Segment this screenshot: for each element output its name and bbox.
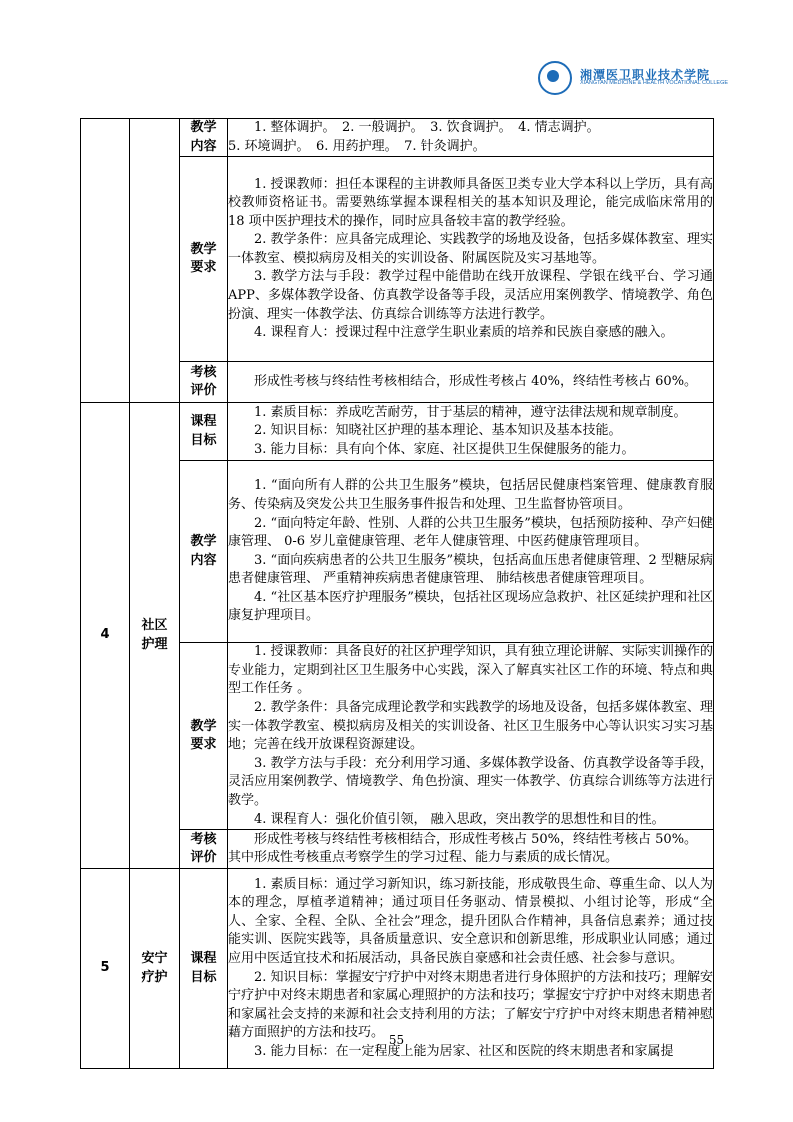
assessment-label: 考核 评价 xyxy=(180,362,228,403)
objective-label: 课程 目标 xyxy=(180,403,228,461)
table-row xyxy=(81,119,714,157)
course4-assessment: 形成性考核与终结性考核相结合，形成性考核占 50%，终结性考核占 50%。 其中形成性考核重点考察学生的学习过程、能力与素质的成长情况。 xyxy=(228,830,714,869)
content-label: 教学 内容 xyxy=(180,461,228,643)
course3-content: 1. 整体调护。 2. 一般调护。 3. 饮食调护。 4. 情志调护。 5. 环境调护。 6. 用药护理。 7. 针灸调护。 xyxy=(228,119,714,157)
course-number-cell: 4 xyxy=(81,403,130,869)
course-name-cell: 安宁 疗护 xyxy=(130,869,180,1069)
course3-requirement: 1. 授课教师：担任本课程的主讲教师具备医卫类专业大学本科以上学历，具有高校教师资格证书。需要熟练掌握本课程相关的基本知识及理论，能完成临床常用的 18 项中医护理技术的操作，同时应具备较丰富的教学经验。 2. 教学条件：应具备完成理论、实践教学的场地及设备，包括多媒体教室、理实一体教室、模拟病房及相关的实训设备、附属医院及实习基地等。 3. 教学方法与手段：教学过程中能借助在线开放课程、学银在线平台、学习通 APP、多媒体教学设备、仿真教学设备等手段，灵活应用案例教学、情境教学、角色扮演、理实一体教学法、仿真综合训练等方法进行教学。 4. 课程育人：授课过程中注意学生职业素质的培养和民族自豪感的融入。 xyxy=(228,157,714,362)
assessment-label: 考核 评价 xyxy=(180,830,228,869)
course3-assessment: 形成性考核与终结性考核相结合，形成性考核占 40%，终结性考核占 60%。 xyxy=(228,362,714,403)
course-number-cell: 5 xyxy=(81,869,130,1069)
content-label: 教学 内容 xyxy=(180,119,228,157)
page-number: 55 xyxy=(388,1033,405,1047)
course4-requirement: 1. 授课教师：具备良好的社区护理学知识，具有独立理论讲解、实际实训操作的专业能力，定期到社区卫生服务中心实践，深入了解真实社区工作的环境、特点和典型工作任务 。 2. 教学条件：具备完成理论教学和实践教学的场地及设备，包括多媒体教室、理实一体教学教室、模拟病房及相关的实训设备、社区卫生服务中心等认识实习实习基地；完善在线开放课程资源建设。 3. 教学方法与手段：充分利用学习通、多媒体教学设备、仿真教学设备等手段，灵活应用案例教学、情境教学、角色扮演、理实一体教学、仿真综合训练等方法进行教学。 4. 课程育人：强化价值引领， 融入思政，突出教学的思想性和目的性。 xyxy=(228,643,714,830)
table-row xyxy=(81,403,714,461)
logo-text xyxy=(580,69,728,87)
college-seal-icon xyxy=(538,61,572,95)
course-number-cell xyxy=(81,119,130,403)
course4-objective: 1. 素质目标：养成吃苦耐劳，甘于基层的精神，遵守法律法规和规章制度。 2. 知识目标：知晓社区护理的基本理论、基本知识及基本技能。 3. 能力目标：具有向个体、家庭、社区提供卫生保健服务的能力。 xyxy=(228,403,714,461)
requirement-label: 教学 要求 xyxy=(180,157,228,362)
course4-content: 1. “面向所有人群的公共卫生服务”模块，包括居民健康档案管理、健康教育服务、传染病及突发公共卫生服务事件报告和处理、卫生监督协管项目。 2. “面向特定年龄、性别、人群的公共卫生服务”模块，包括预防接种、孕产妇健康管理、 0-6 岁儿童健康管理、老年人健康管理、中医药健康管理项目。 3. “面向疾病患者的公共卫生服务”模块，包括高血压患者健康管理、2 型糖尿病患者健康管理、 严重精神疾病患者健康管理、 肺结核患者健康管理项目。 4. “社区基本医疗护理服务”模块，包括社区现场应急救护、社区延续护理和社区康复护理项目。 xyxy=(228,461,714,643)
requirement-label: 教学 要求 xyxy=(180,643,228,830)
course-table xyxy=(80,118,714,1069)
course-name-cell: 社区 护理 xyxy=(130,403,180,869)
course5-objective: 1. 素质目标：通过学习新知识，练习新技能，形成敬畏生命、尊重生命、以人为本的理念，厚植孝道精神；通过项目任务驱动、情景模拟、小组讨论等，形成“全人、全家、全程、全队、全社会”理念，提升团队合作精神，具备信息素养；通过技能实训、医院实践等，具备质量意识、安全意识和创新思维，形成职业认同感；通过应用中医适宜技术和拓展活动，具备民族自豪感和社会责任感、社会参与意识。 2. 知识目标：掌握安宁疗护中对终末期患者进行身体照护的方法和技巧；理解安宁疗护中对终末期患者和家属心理照护的方法和技巧；掌握安宁疗护中对终末期患者和家属社会支持的来源和社会支持利用的方法；了解安宁疗护中对终末期患者精神慰藉方面照护的方法和技巧。 3. 能力目标：在一定程度上能为居家、社区和医院的终末期患者和家属提 xyxy=(228,869,714,1069)
objective-label: 课程 目标 xyxy=(180,869,228,1069)
logo-name: 湘潭医卫职业技术学院 xyxy=(580,67,711,82)
college-logo xyxy=(538,60,738,96)
logo-english: XIANGTAN MEDICINE & HEALTH VOCATIONAL COLLEGE xyxy=(580,80,729,87)
course-name-cell xyxy=(130,119,180,403)
